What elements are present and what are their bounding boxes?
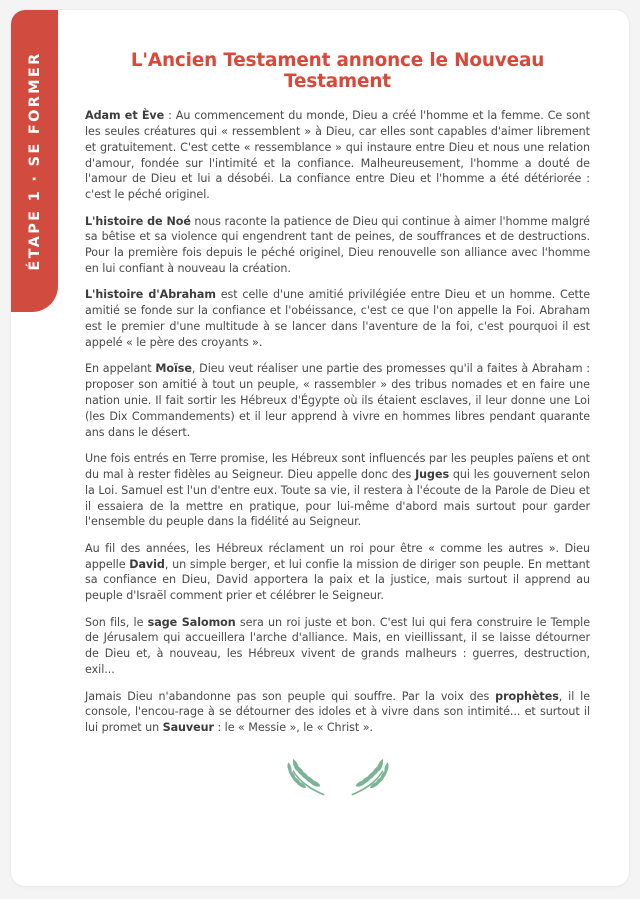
paragraph-histoire-de-noe [85, 214, 590, 277]
paragraph-prophetes [85, 689, 590, 737]
paragraph-text: , un simple berger, et lui confie la mission de diriger son peuple. En mettant sa confiance en Dieu, David apportera la paix et la justice, mais surtout il apprend au peuple d'Israël comment prier et célébrer le Seigneur. [85, 557, 590, 603]
paragraph-text-2: : le « Messie », le « Christ ». [213, 721, 373, 735]
paragraph-lead: L'histoire de Noé [85, 214, 191, 228]
paragraph-text: nous raconte la patience de Dieu qui continue à aimer l'homme malgré sa bêtise et sa violence qui engendrent tant de peines, de souffrances et de destructions. Pour la première fois depuis le péché originel, Dieu renouvelle son alliance avec l'homme en lui confiant à nouveau la création. [85, 214, 590, 276]
paragraph-text: sera un roi juste et bon. C'est lui qui fera construire le Temple de Jérusalem qui accueillera l'arche d'alliance. Mais, en vieillissant, il se laisse détourner de Dieu et, à nouveau, les Hébreux vivent de grands malheurs : guerres, destruction, exil... [85, 615, 590, 677]
paragraph-lead: Juges [415, 467, 450, 481]
document-content [85, 10, 590, 802]
paragraph-text: , il le console, l'encou-rage à se détourner des idoles et à vivre dans son intimité... et surtout il lui promet un [85, 689, 590, 735]
paragraph-salomon [85, 615, 590, 678]
paragraph-lead: Moïse [155, 362, 192, 376]
paragraph-lead: David [129, 557, 165, 571]
paragraph-pretext: Son fils, le [85, 615, 148, 629]
paragraph-text: qui les gouvernent selon la Loi. Samuel est l'un d'entre eux. Toute sa vie, il restera à l'écoute de la Parole de Dieu et il essaiera de la mettre en pratique, pour lui-même d'abord mais surtout pour garder l'ensemble du peuple dans la fidélité au Seigneur. [85, 467, 590, 529]
paragraph-text: est celle d'une amitié privilégiée entre Dieu et un homme. Cette amitié se fonde sur la confiance et l'obéissance, c'est ce que l'on appelle la Foi. Abraham est le premier d'une multitude à se lancer dans l'aventure de la foi, c'est pourquoi il est appelé « le père des croyants ». [85, 288, 590, 349]
ornament-divider [85, 758, 590, 802]
paragraph-lead: prophètes [495, 689, 559, 703]
step-tab [11, 10, 58, 312]
paragraph-david [85, 541, 590, 604]
paragraph-pretext: Jamais Dieu n'abandonne pas son peuple qui souffre. Par la voix des [85, 689, 496, 703]
paragraph-lead-2: Sauveur [162, 721, 214, 735]
document-page [11, 10, 629, 886]
page-title: L'Ancien Testament annonce le Nouveau Testament [130, 50, 545, 92]
paragraph-moise [85, 361, 590, 440]
paragraph-pretext: Au fil des années, les Hébreux réclament un roi pour être « comme les autres ». Dieu appelle [85, 541, 590, 571]
fern-branch-icon [346, 758, 390, 802]
step-tab-label: ÉTAPE 1 · SE FORMER [26, 51, 43, 271]
paragraph-histoire-d-abraham [85, 287, 590, 350]
paragraph-pretext: En appelant [85, 362, 156, 376]
paragraph-lead: Adam et Ève [85, 109, 165, 122]
paragraph-text: : Au commencement du monde, Dieu a créé l'homme et la femme. Ce sont les seules créatures qui « ressemblent » à Dieu, car elles sont capables d'aimer librement et gratuitement. C'est cette « ressemblance » qui instaure entre Dieu et nous une relation d'amour, fondée sur l'intimité et la confiance. Malheureusement, l'homme a douté de l'amour de Dieu et lui a désobéi. La confiance entre Dieu et l'homme a été détériorée : c'est le péché originel. [85, 109, 590, 202]
paragraph-lead: sage Salomon [147, 615, 236, 629]
paragraph-lead: L'histoire d'Abraham [85, 288, 216, 302]
fern-branch-icon [286, 758, 330, 802]
paragraph-juges [85, 451, 590, 530]
paragraph-adam-et-eve [85, 108, 590, 203]
paragraph-text: , Dieu veut réaliser une partie des promesses qu'il a faites à Abraham : proposer son amitié à tout un peuple, « rassembler » des tribus nomades et en faire une nation unie. Il fait sortir les Hébreux d'Égypte où ils étaient esclaves, il leur donne une Loi (les Dix Commandements) et il leur apprend à vivre en hommes libres pendant quarante ans dans le désert. [85, 362, 591, 439]
paragraph-pretext: Une fois entrés en Terre promise, les Hébreux sont influencés par les peuples païens et ont du mal à rester fidèles au Seigneur. Dieu appelle donc des [85, 452, 590, 481]
